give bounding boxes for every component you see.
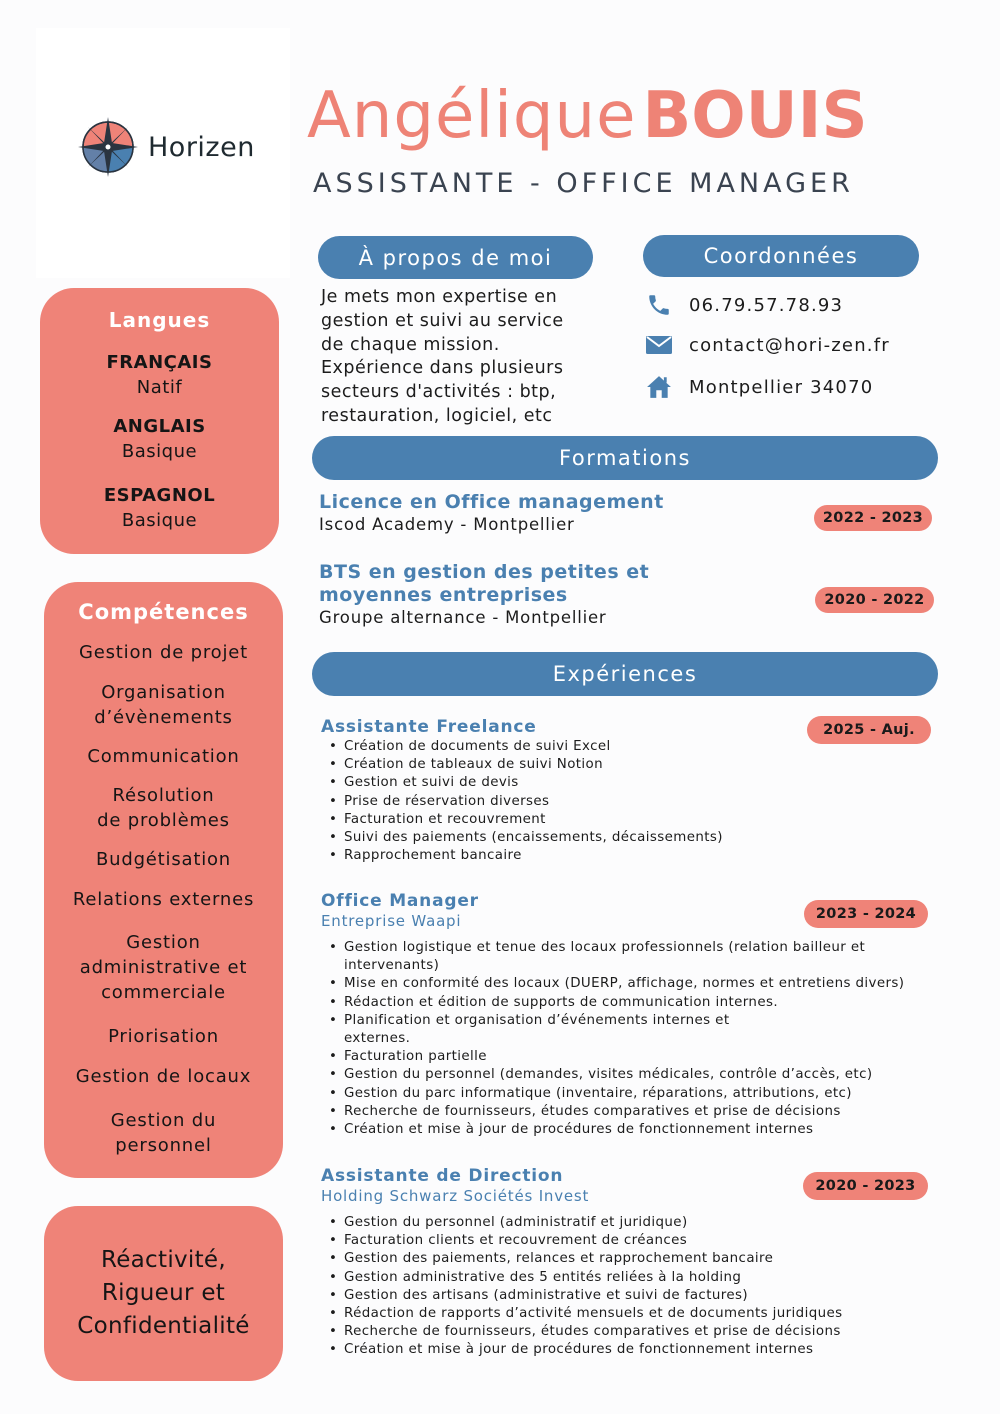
task-item: • Planification et organisation d’événements internes et externes. <box>321 1012 741 1048</box>
home-icon <box>645 373 673 401</box>
education-school: Groupe alternance - Montpellier <box>319 608 607 627</box>
email-address: contact@hori-zen.fr <box>689 334 890 356</box>
skills-title: Compétences <box>78 600 249 624</box>
first-name: Angélique <box>307 79 637 153</box>
about-heading: À propos de moi <box>318 236 593 279</box>
language-name: ESPAGNOL <box>103 485 216 506</box>
skill-item: Résolution de problèmes <box>97 785 230 831</box>
task-item: • Prise de réservation diverses <box>321 793 941 811</box>
skill-item: Gestion de projet <box>79 642 248 663</box>
task-item: • Rédaction et édition de supports de communication internes. <box>321 994 946 1012</box>
experience-company: Holding Schwarz Sociétés Invest <box>321 1187 590 1205</box>
language-level: Natif <box>136 377 183 398</box>
education-title: BTS en gestion des petites et moyennes entreprises <box>319 561 650 606</box>
education-item <box>319 491 799 536</box>
task-item: • Gestion logistique et tenue des locaux professionnels (relation bailleur et intervenants) <box>321 939 946 975</box>
task-item: • Création et mise à jour de procédures de fonctionnement internes <box>321 1121 946 1139</box>
contact-heading: Coordonnées <box>643 235 919 277</box>
task-item: • Gestion administrative des 5 entités reliées à la holding <box>321 1269 946 1287</box>
skill-item: Gestion du personnel <box>110 1110 217 1156</box>
skill-item: Organisation d’évènements <box>94 682 233 728</box>
contact-email <box>645 331 890 359</box>
education-dates-badge: 2020 - 2022 <box>815 587 934 613</box>
task-item: • Gestion du parc informatique (inventaire, réparations, attributions, etc) <box>321 1085 946 1103</box>
task-item: • Facturation et recouvrement <box>321 811 941 829</box>
education-dates-badge: 2022 - 2023 <box>814 505 932 531</box>
job-title: ASSISTANTE - OFFICE MANAGER <box>313 168 854 199</box>
skill-item: Gestion administrative et commerciale <box>79 932 248 1003</box>
last-name: BOUIS <box>642 79 868 153</box>
qualities-text: Réactivité, Rigueur et Confidentialité <box>77 1247 250 1339</box>
phone-icon <box>645 291 673 319</box>
experience-item <box>321 891 946 1139</box>
phone-number: 06.79.57.78.93 <box>689 294 844 316</box>
experience-title: Assistante Freelance <box>321 717 537 737</box>
task-item: • Facturation partielle <box>321 1048 946 1066</box>
task-item: • Rédaction de rapports d’activité mensuels et de documents juridiques <box>321 1305 946 1323</box>
experience-tasks <box>321 939 946 1139</box>
skill-item: Budgétisation <box>95 849 232 870</box>
experience-tasks <box>321 738 941 865</box>
experience-dates-badge: 2025 - Auj. <box>807 716 931 744</box>
education-heading: Formations <box>312 436 938 480</box>
language-item <box>40 414 279 464</box>
mail-icon <box>645 331 673 359</box>
education-school: Iscod Academy - Montpellier <box>319 515 575 534</box>
language-level: Basique <box>121 441 198 462</box>
task-item: • Gestion des artisans (administrative et suivi de factures) <box>321 1287 946 1305</box>
contact-address <box>645 373 873 401</box>
language-level: Basique <box>121 510 198 531</box>
education-item <box>319 561 759 629</box>
about-text: Je mets mon expertise en gestion et suivi au service de chaque mission. Expérience dans plusieurs secteurs d'activités : btp, restauration, logiciel, etc <box>321 287 564 426</box>
contact-phone <box>645 291 843 319</box>
task-item: • Facturation clients et recouvrement de créances <box>321 1232 946 1250</box>
qualities-panel <box>44 1206 283 1381</box>
skill-item: Relations externes <box>72 889 255 910</box>
skills-panel <box>44 582 283 1178</box>
task-item: • Création et mise à jour de procédures de fonctionnement internes <box>321 1341 946 1359</box>
languages-panel <box>40 288 279 554</box>
logo-text: Horizen <box>148 131 255 163</box>
task-item: • Création de tableaux de suivi Notion <box>321 756 941 774</box>
language-item <box>40 483 279 533</box>
skill-item: Communication <box>87 746 240 767</box>
task-item: • Création de documents de suivi Excel <box>321 738 941 756</box>
experience-heading: Expériences <box>312 652 938 696</box>
skill-item: Priorisation <box>108 1026 219 1047</box>
task-item: • Gestion des paiements, relances et rapprochement bancaire <box>321 1250 946 1268</box>
compass-rose-icon <box>76 115 140 179</box>
logo <box>76 115 255 179</box>
experience-title: Assistante de Direction <box>321 1166 564 1186</box>
task-item: • Gestion du personnel (demandes, visites médicales, contrôle d’accès, etc) <box>321 1066 946 1084</box>
task-item: • Recherche de fournisseurs, études comparatives et prise de décisions <box>321 1103 946 1121</box>
task-item: • Suivi des paiements (encaissements, décaissements) <box>321 829 941 847</box>
candidate-name <box>307 79 868 153</box>
language-item <box>40 350 279 400</box>
task-item: • Gestion et suivi de devis <box>321 774 941 792</box>
skill-item: Gestion de locaux <box>75 1066 252 1087</box>
languages-title: Langues <box>108 308 211 332</box>
experience-title: Office Manager <box>321 891 479 911</box>
experience-dates-badge: 2020 - 2023 <box>803 1172 928 1200</box>
address-text: Montpellier 34070 <box>689 376 874 398</box>
task-item: • Rapprochement bancaire <box>321 847 941 865</box>
task-item: • Gestion du personnel (administratif et juridique) <box>321 1214 946 1232</box>
experience-company: Entreprise Waapi <box>321 912 462 930</box>
experience-dates-badge: 2023 - 2024 <box>804 900 928 928</box>
experience-tasks <box>321 1214 946 1360</box>
task-item: • Recherche de fournisseurs, études comparatives et prise de décisions <box>321 1323 946 1341</box>
education-title: Licence en Office management <box>319 491 664 513</box>
task-item: • Mise en conformité des locaux (DUERP, affichage, normes et entretiens divers) <box>321 975 946 993</box>
language-name: FRANÇAIS <box>106 352 213 373</box>
language-name: ANGLAIS <box>113 416 206 437</box>
